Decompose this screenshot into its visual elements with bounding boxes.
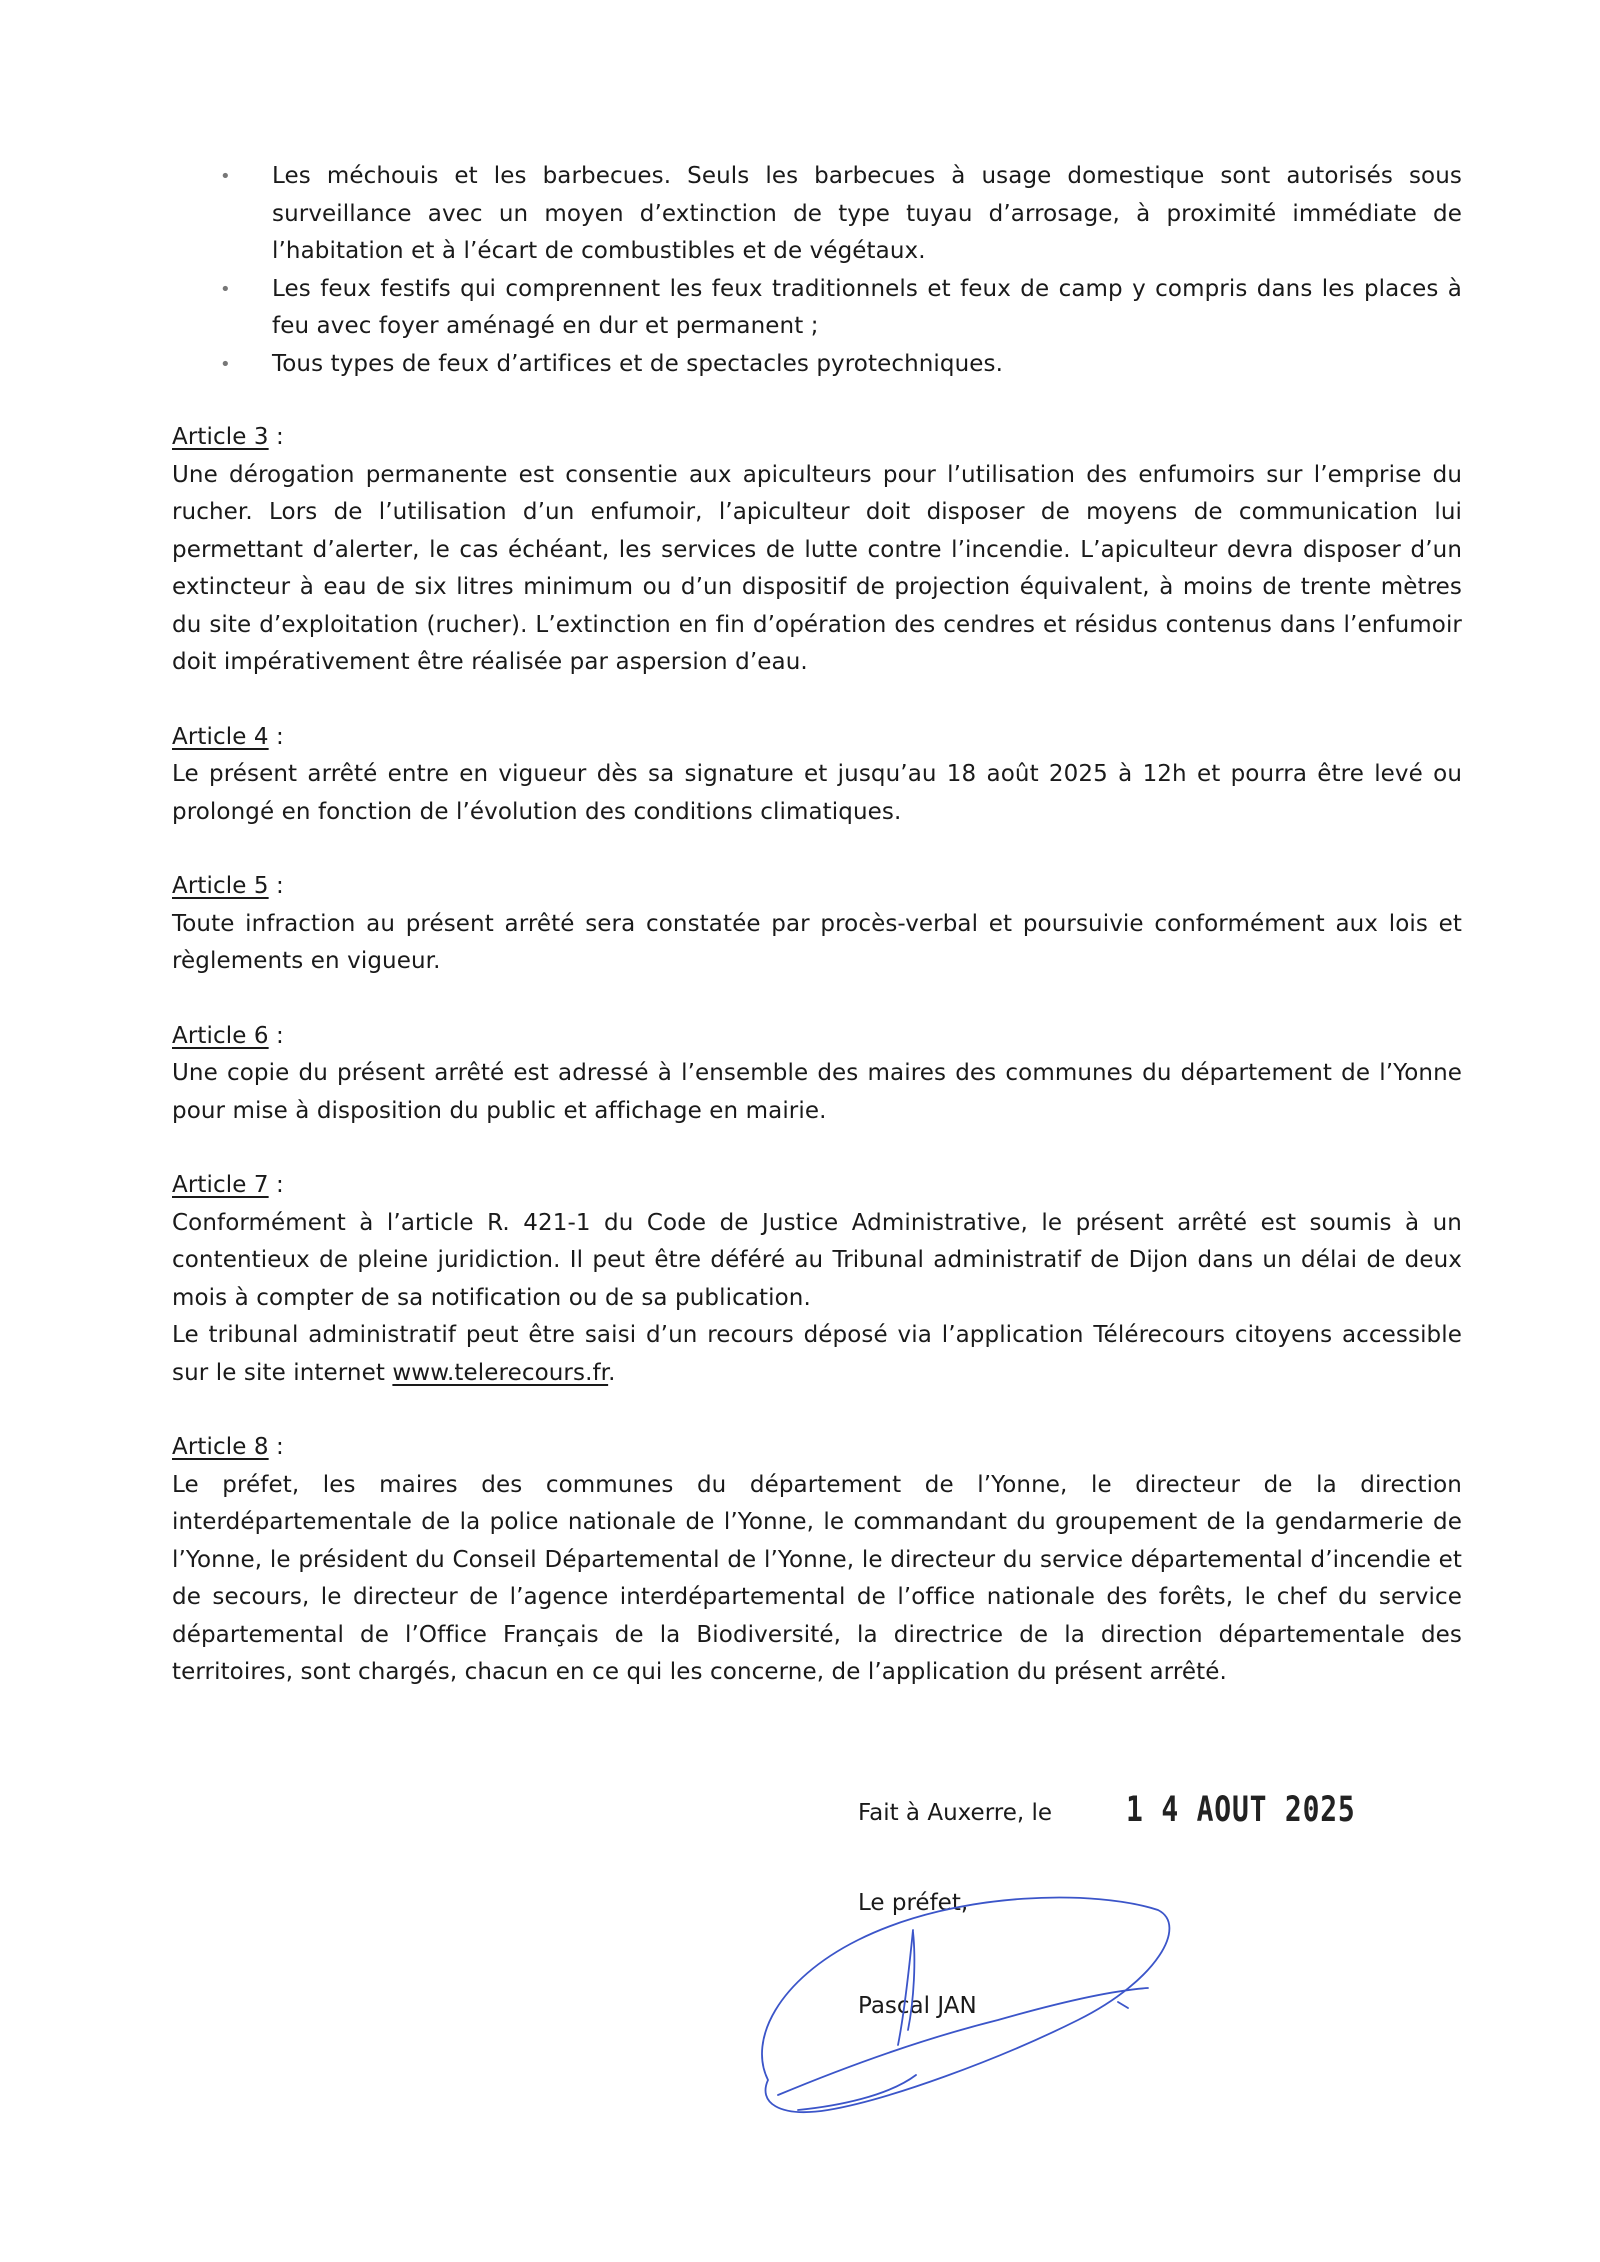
signatory-name: Pascal JAN bbox=[858, 1993, 977, 2019]
article-8 bbox=[172, 1429, 1462, 1692]
article-heading: Article 7 : bbox=[172, 1172, 284, 1198]
article-heading: Article 5 : bbox=[172, 873, 284, 899]
place-line: Fait à Auxerre, le bbox=[858, 1800, 1053, 1826]
bullet-icon: • bbox=[220, 353, 231, 375]
article-7 bbox=[172, 1167, 1462, 1392]
article-3 bbox=[172, 419, 1462, 682]
article-heading: Article 4 : bbox=[172, 723, 284, 750]
article-5 bbox=[172, 868, 1462, 981]
document-body bbox=[172, 158, 1462, 1729]
list-item: • Tous types de feux d’artifices et de spectacles pyrotechniques. bbox=[172, 346, 1462, 384]
article-heading: Article 3 : bbox=[172, 424, 284, 450]
article-heading: Article 6 : bbox=[172, 1022, 284, 1049]
article-text: Le présent arrêté entre en vigueur dès sa signature et jusqu’au 18 août 2025 à 12h et pourra être levé ou prolongé en fonction de l’évolution des conditions climatiques. bbox=[172, 761, 1462, 825]
article-text-recours: Le tribunal administratif peut être saisi d’un recours déposé via l’application Télérecours citoyens accessible sur le site internet www.telerecours.fr. bbox=[172, 1322, 1462, 1386]
signature-block bbox=[858, 1790, 1458, 2120]
telerecours-link[interactable]: www.telerecours.fr bbox=[392, 1359, 609, 1386]
article-text: Conformément à l’article R. 421-1 du Code de Justice Administrative, le présent arrêté est soumis à un contentieux de pleine juridiction. Il peut être déféré au Tribunal administratif de Dijon dans un délai de deux mois à compter de sa notification ou de sa publication. bbox=[172, 1209, 1462, 1311]
bullet-icon: • bbox=[220, 166, 231, 187]
article-text: Le préfet, les maires des communes du département de l’Yonne, le directeur de la direction interdépartementale de la police nationale de l’Yonne, le commandant du groupement de la gendarmerie de l’Yonne, le président du Conseil Départemental de l’Yonne, le directeur du service départemental d’incendie et de secours, le directeur de l’agence interdépartemental de l’office nationale des forêts, le chef du service départemental de l’Office Français de la Biodiversité, la directrice de la direction départementale des territoires, sont chargés, chacun en ce qui les concerne, de l’application du présent arrêté. bbox=[172, 1471, 1462, 1685]
list-item: • Les méchouis et les barbecues. Seuls les barbecues à usage domestique sont autorisés sous surveillance avec un moyen d’extinction de type tuyau d’arrosage, à proximité immédiate de l’habitation et à l’écart de combustibles et de végétaux. bbox=[172, 158, 1462, 271]
article-6 bbox=[172, 1018, 1462, 1131]
article-4 bbox=[172, 719, 1462, 832]
bullet-icon: • bbox=[220, 278, 231, 300]
article-text: Une copie du présent arrêté est adressé à l’ensemble des maires des communes du département de l’Yonne pour mise à disposition du public et affichage en mairie. bbox=[172, 1060, 1462, 1124]
list-item: • Les feux festifs qui comprennent les feux traditionnels et feux de camp y compris dans les places à feu avec foyer aménagé en dur et permanent ; bbox=[172, 271, 1462, 346]
article-text: Une dérogation permanente est consentie aux apiculteurs pour l’utilisation des enfumoirs sur l’emprise du rucher. Lors de l’utilisation d’un enfumoir, l’apiculteur doit disposer de moyens de communication lui permettant d’alerter, le cas échéant, les services de lutte contre l’incendie. L’apiculteur devra disposer d’un extincteur à eau de six litres minimum ou d’un dispositif de projection équivalent, à moins de trente mètres du site d’exploitation (rucher). L’extinction en fin d’opération des cendres et résidus contenus dans l’enfumoir doit impérativement être réalisée par aspersion d’eau. bbox=[172, 461, 1462, 675]
prohibition-list bbox=[172, 158, 1462, 383]
article-text: Toute infraction au présent arrêté sera constatée par procès-verbal et poursuivie conformément aux lois et règlements en vigueur. bbox=[172, 910, 1462, 974]
signatory-title: Le préfet, bbox=[858, 1890, 969, 1916]
date-stamp: 1 4 AOUT 2025 bbox=[1126, 1790, 1356, 1830]
handwritten-signature-icon bbox=[738, 1870, 1198, 2130]
article-heading: Article 8 : bbox=[172, 1434, 284, 1460]
